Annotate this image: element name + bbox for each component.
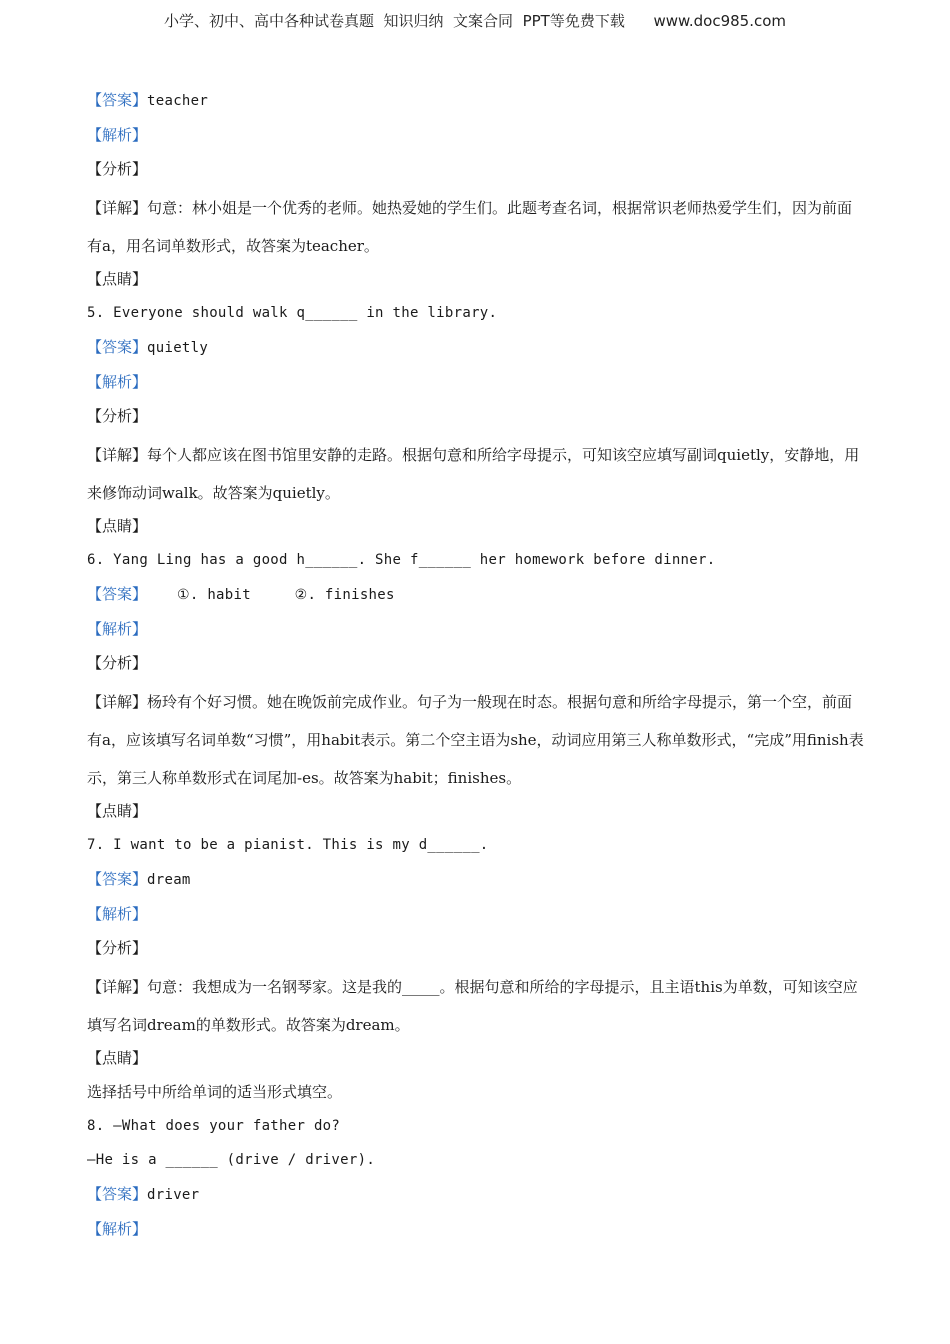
answer-line	[87, 1180, 867, 1209]
detail-label: 【详解】	[87, 693, 148, 711]
fenxi-line	[87, 402, 867, 430]
detail-line	[87, 436, 867, 512]
analysis-label: 【解析】	[87, 126, 148, 144]
fenxi-label: 【分析】	[87, 407, 148, 425]
detail-text: 句意：我想成为一名钢琴家。这是我的_____。根据句意和所给的字母提示，且主语this为单数，可知该空应填写名词dream的单数形式。故答案为dream。	[87, 978, 858, 1034]
question-8-response: —He is a ______ (drive / driver).	[87, 1152, 376, 1168]
answer-line	[87, 333, 867, 362]
question-6: 6. Yang Ling has a good h______. She f______ her homework before dinner.	[87, 552, 716, 568]
tip-line	[87, 265, 867, 293]
tip-line	[87, 797, 867, 825]
answer-text: driver	[147, 1187, 200, 1203]
analysis-line	[87, 121, 867, 149]
detail-label: 【详解】	[87, 199, 148, 217]
question-7: 7. I want to be a pianist. This is my d______.	[87, 837, 489, 853]
tip-label: 【点睛】	[87, 270, 148, 288]
fenxi-label: 【分析】	[87, 654, 148, 672]
answer-line	[87, 580, 867, 609]
page-header: 小学、初中、高中各种试卷真题 知识归纳 文案合同 PPT等免费下载 www.doc985.com	[163, 12, 787, 30]
fenxi-line	[87, 934, 867, 962]
analysis-line	[87, 615, 867, 643]
section-instruction: 选择括号中所给单词的适当形式填空。	[87, 1083, 343, 1101]
analysis-line	[87, 900, 867, 928]
analysis-label: 【解析】	[87, 1220, 148, 1238]
fenxi-label: 【分析】	[87, 939, 148, 957]
analysis-line	[87, 368, 867, 396]
question-5: 5. Everyone should walk q______ in the library.	[87, 305, 498, 321]
fenxi-label: 【分析】	[87, 160, 148, 178]
document-body	[87, 86, 867, 1249]
answer-label: 【答案】	[87, 870, 148, 888]
fenxi-line	[87, 649, 867, 677]
analysis-label: 【解析】	[87, 373, 148, 391]
fenxi-line	[87, 155, 867, 183]
detail-text: 杨玲有个好习惯。她在晚饭前完成作业。句子为一般现在时态。根据句意和所给字母提示，第一个空，前面有a，应该填写名词单数“习惯”，用habit表示。第二个空主语为she，动词应用第三人称单数形式，“完成”用finish表示，第三人称单数形式在词尾加-es。故答案为habit；finishes。	[87, 693, 864, 787]
answer-label: 【答案】	[87, 1185, 148, 1203]
detail-line	[87, 968, 867, 1044]
analysis-label: 【解析】	[87, 620, 148, 638]
answer-text: quietly	[147, 340, 209, 356]
detail-text: 每个人都应该在图书馆里安静的走路。根据句意和所给字母提示，可知该空应填写副词quietly，安静地，用来修饰动词walk。故答案为quietly。	[87, 446, 860, 502]
detail-line	[87, 683, 867, 797]
detail-label: 【详解】	[87, 446, 148, 464]
tip-label: 【点睛】	[87, 802, 148, 820]
question-8: 8. —What does your father do?	[87, 1118, 341, 1134]
tip-label: 【点睛】	[87, 1049, 148, 1067]
detail-text: 句意：林小姐是一个优秀的老师。她热爱她的学生们。此题考查名词，根据常识老师热爱学生们，因为前面有a，用名词单数形式，故答案为teacher。	[87, 199, 853, 255]
answer-text: teacher	[147, 93, 209, 109]
answer-label: 【答案】	[87, 585, 148, 603]
tip-line	[87, 1044, 867, 1072]
answer-label: 【答案】	[87, 91, 148, 109]
answer-text: ①. habit ②. finishes	[177, 587, 395, 603]
analysis-label: 【解析】	[87, 905, 148, 923]
analysis-line	[87, 1215, 867, 1243]
tip-label: 【点睛】	[87, 517, 148, 535]
detail-line	[87, 189, 867, 265]
answer-line	[87, 86, 867, 115]
answer-label: 【答案】	[87, 338, 148, 356]
answer-text: dream	[147, 872, 191, 888]
detail-label: 【详解】	[87, 978, 148, 996]
answer-line	[87, 865, 867, 894]
tip-line	[87, 512, 867, 540]
